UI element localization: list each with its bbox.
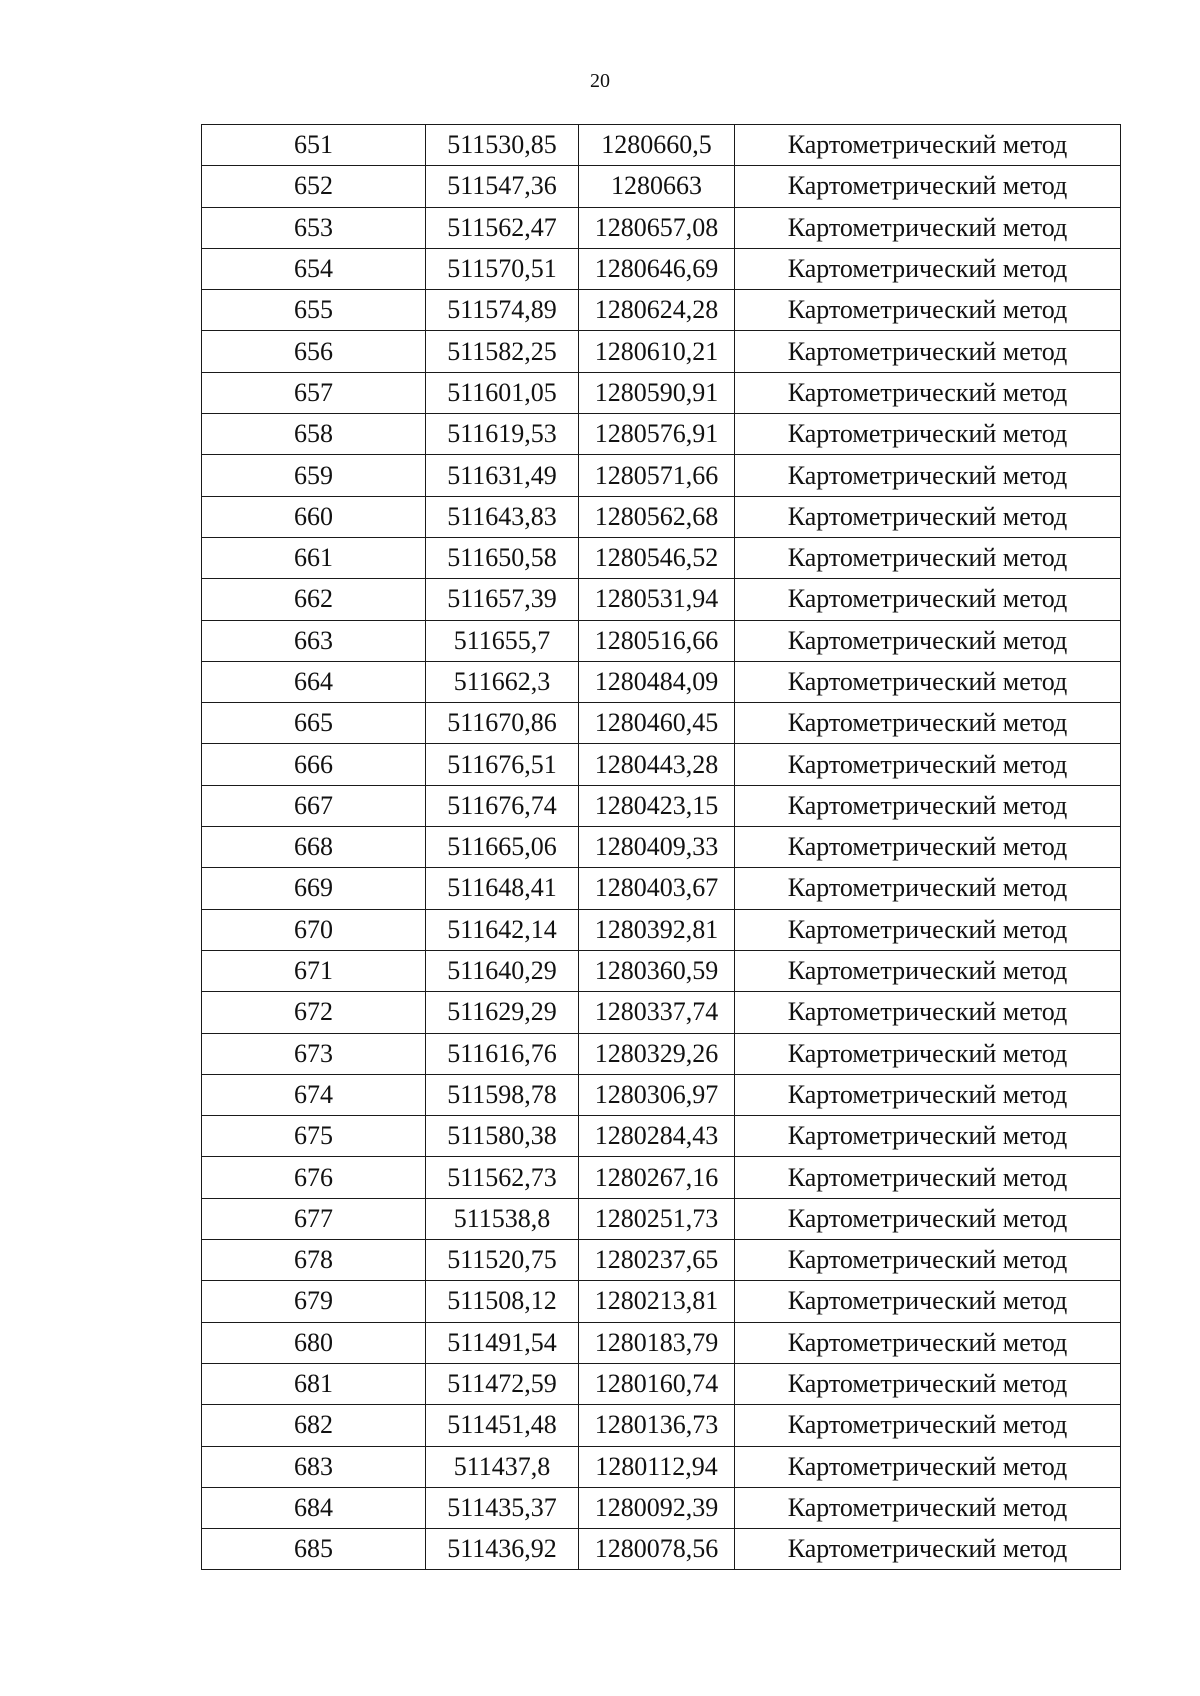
method-cell: Картометрический метод [735,992,1121,1033]
x-coordinate-cell: 511670,86 [426,703,579,744]
table-row [202,207,1121,248]
point-number-cell: 656 [202,331,426,372]
y-coordinate-cell: 1280460,45 [579,703,735,744]
x-coordinate-cell: 511472,59 [426,1363,579,1404]
point-number-cell: 666 [202,744,426,785]
method-cell: Картометрический метод [735,785,1121,826]
method-cell: Картометрический метод [735,207,1121,248]
table-row [202,331,1121,372]
method-cell: Картометрический метод [735,331,1121,372]
point-number-cell: 667 [202,785,426,826]
coordinates-table [201,124,1121,1570]
method-cell: Картометрический метод [735,744,1121,785]
table-row [202,620,1121,661]
y-coordinate-cell: 1280136,73 [579,1405,735,1446]
y-coordinate-cell: 1280251,73 [579,1198,735,1239]
y-coordinate-cell: 1280409,33 [579,827,735,868]
method-cell: Картометрический метод [735,1322,1121,1363]
method-cell: Картометрический метод [735,1074,1121,1115]
y-coordinate-cell: 1280306,97 [579,1074,735,1115]
table-row [202,909,1121,950]
point-number-cell: 655 [202,290,426,331]
table-row [202,166,1121,207]
method-cell: Картометрический метод [735,1033,1121,1074]
table-row [202,1322,1121,1363]
x-coordinate-cell: 511562,47 [426,207,579,248]
x-coordinate-cell: 511665,06 [426,827,579,868]
table-row [202,950,1121,991]
x-coordinate-cell: 511562,73 [426,1157,579,1198]
method-cell: Картометрический метод [735,1363,1121,1404]
point-number-cell: 675 [202,1116,426,1157]
method-cell: Картометрический метод [735,827,1121,868]
point-number-cell: 662 [202,579,426,620]
point-number-cell: 682 [202,1405,426,1446]
y-coordinate-cell: 1280657,08 [579,207,735,248]
point-number-cell: 684 [202,1487,426,1528]
x-coordinate-cell: 511616,76 [426,1033,579,1074]
x-coordinate-cell: 511598,78 [426,1074,579,1115]
y-coordinate-cell: 1280337,74 [579,992,735,1033]
y-coordinate-cell: 1280610,21 [579,331,735,372]
x-coordinate-cell: 511640,29 [426,950,579,991]
x-coordinate-cell: 511642,14 [426,909,579,950]
x-coordinate-cell: 511648,41 [426,868,579,909]
method-cell: Картометрический метод [735,1240,1121,1281]
method-cell: Картометрический метод [735,290,1121,331]
point-number-cell: 672 [202,992,426,1033]
y-coordinate-cell: 1280646,69 [579,248,735,289]
method-cell: Картометрический метод [735,579,1121,620]
y-coordinate-cell: 1280443,28 [579,744,735,785]
table-row [202,290,1121,331]
y-coordinate-cell: 1280590,91 [579,372,735,413]
y-coordinate-cell: 1280213,81 [579,1281,735,1322]
table-row [202,1363,1121,1404]
y-coordinate-cell: 1280576,91 [579,414,735,455]
point-number-cell: 674 [202,1074,426,1115]
method-cell: Картометрический метод [735,414,1121,455]
y-coordinate-cell: 1280237,65 [579,1240,735,1281]
y-coordinate-cell: 1280546,52 [579,537,735,578]
method-cell: Картометрический метод [735,496,1121,537]
x-coordinate-cell: 511508,12 [426,1281,579,1322]
y-coordinate-cell: 1280663 [579,166,735,207]
table-row [202,1281,1121,1322]
method-cell: Картометрический метод [735,1198,1121,1239]
method-cell: Картометрический метод [735,620,1121,661]
x-coordinate-cell: 511435,37 [426,1487,579,1528]
y-coordinate-cell: 1280423,15 [579,785,735,826]
point-number-cell: 660 [202,496,426,537]
method-cell: Картометрический метод [735,703,1121,744]
table-row [202,537,1121,578]
x-coordinate-cell: 511676,74 [426,785,579,826]
x-coordinate-cell: 511662,3 [426,661,579,702]
point-number-cell: 676 [202,1157,426,1198]
coordinates-table-body [202,125,1121,1570]
x-coordinate-cell: 511619,53 [426,414,579,455]
method-cell: Картометрический метод [735,125,1121,166]
method-cell: Картометрический метод [735,248,1121,289]
table-row [202,1116,1121,1157]
table-row [202,579,1121,620]
y-coordinate-cell: 1280267,16 [579,1157,735,1198]
x-coordinate-cell: 511538,8 [426,1198,579,1239]
method-cell: Картометрический метод [735,950,1121,991]
point-number-cell: 663 [202,620,426,661]
table-row [202,1240,1121,1281]
y-coordinate-cell: 1280112,94 [579,1446,735,1487]
y-coordinate-cell: 1280571,66 [579,455,735,496]
point-number-cell: 668 [202,827,426,868]
table-row [202,661,1121,702]
method-cell: Картометрический метод [735,455,1121,496]
y-coordinate-cell: 1280562,68 [579,496,735,537]
point-number-cell: 677 [202,1198,426,1239]
table-row [202,455,1121,496]
x-coordinate-cell: 511631,49 [426,455,579,496]
table-row [202,496,1121,537]
y-coordinate-cell: 1280516,66 [579,620,735,661]
point-number-cell: 661 [202,537,426,578]
x-coordinate-cell: 511574,89 [426,290,579,331]
table-row [202,1033,1121,1074]
point-number-cell: 685 [202,1529,426,1570]
table-row [202,827,1121,868]
point-number-cell: 658 [202,414,426,455]
y-coordinate-cell: 1280660,5 [579,125,735,166]
x-coordinate-cell: 511437,8 [426,1446,579,1487]
point-number-cell: 665 [202,703,426,744]
method-cell: Картометрический метод [735,537,1121,578]
x-coordinate-cell: 511657,39 [426,579,579,620]
point-number-cell: 681 [202,1363,426,1404]
table-row [202,1157,1121,1198]
x-coordinate-cell: 511629,29 [426,992,579,1033]
method-cell: Картометрический метод [735,868,1121,909]
point-number-cell: 671 [202,950,426,991]
point-number-cell: 651 [202,125,426,166]
table-row [202,1198,1121,1239]
x-coordinate-cell: 511650,58 [426,537,579,578]
table-row [202,1487,1121,1528]
point-number-cell: 673 [202,1033,426,1074]
x-coordinate-cell: 511547,36 [426,166,579,207]
x-coordinate-cell: 511520,75 [426,1240,579,1281]
x-coordinate-cell: 511582,25 [426,331,579,372]
point-number-cell: 678 [202,1240,426,1281]
y-coordinate-cell: 1280403,67 [579,868,735,909]
y-coordinate-cell: 1280484,09 [579,661,735,702]
method-cell: Картометрический метод [735,1281,1121,1322]
x-coordinate-cell: 511580,38 [426,1116,579,1157]
method-cell: Картометрический метод [735,909,1121,950]
x-coordinate-cell: 511643,83 [426,496,579,537]
x-coordinate-cell: 511655,7 [426,620,579,661]
x-coordinate-cell: 511436,92 [426,1529,579,1570]
x-coordinate-cell: 511601,05 [426,372,579,413]
point-number-cell: 654 [202,248,426,289]
table-row [202,785,1121,826]
y-coordinate-cell: 1280329,26 [579,1033,735,1074]
table-row [202,744,1121,785]
point-number-cell: 669 [202,868,426,909]
y-coordinate-cell: 1280160,74 [579,1363,735,1404]
table-row [202,868,1121,909]
page-number: 20 [590,70,610,92]
point-number-cell: 659 [202,455,426,496]
table-row [202,1446,1121,1487]
table-row [202,248,1121,289]
y-coordinate-cell: 1280624,28 [579,290,735,331]
y-coordinate-cell: 1280531,94 [579,579,735,620]
table-row [202,703,1121,744]
x-coordinate-cell: 511530,85 [426,125,579,166]
method-cell: Картометрический метод [735,1116,1121,1157]
x-coordinate-cell: 511570,51 [426,248,579,289]
y-coordinate-cell: 1280284,43 [579,1116,735,1157]
y-coordinate-cell: 1280183,79 [579,1322,735,1363]
y-coordinate-cell: 1280078,56 [579,1529,735,1570]
point-number-cell: 652 [202,166,426,207]
method-cell: Картометрический метод [735,1405,1121,1446]
method-cell: Картометрический метод [735,372,1121,413]
table-row [202,414,1121,455]
table-row [202,1074,1121,1115]
x-coordinate-cell: 511676,51 [426,744,579,785]
y-coordinate-cell: 1280360,59 [579,950,735,991]
point-number-cell: 680 [202,1322,426,1363]
point-number-cell: 664 [202,661,426,702]
method-cell: Картометрический метод [735,1487,1121,1528]
table-row [202,1405,1121,1446]
method-cell: Картометрический метод [735,166,1121,207]
method-cell: Картометрический метод [735,661,1121,702]
table-row [202,372,1121,413]
point-number-cell: 683 [202,1446,426,1487]
point-number-cell: 679 [202,1281,426,1322]
table-row [202,125,1121,166]
x-coordinate-cell: 511451,48 [426,1405,579,1446]
point-number-cell: 657 [202,372,426,413]
method-cell: Картометрический метод [735,1446,1121,1487]
method-cell: Картометрический метод [735,1529,1121,1570]
method-cell: Картометрический метод [735,1157,1121,1198]
table-row [202,992,1121,1033]
point-number-cell: 670 [202,909,426,950]
table-row [202,1529,1121,1570]
point-number-cell: 653 [202,207,426,248]
y-coordinate-cell: 1280092,39 [579,1487,735,1528]
x-coordinate-cell: 511491,54 [426,1322,579,1363]
y-coordinate-cell: 1280392,81 [579,909,735,950]
